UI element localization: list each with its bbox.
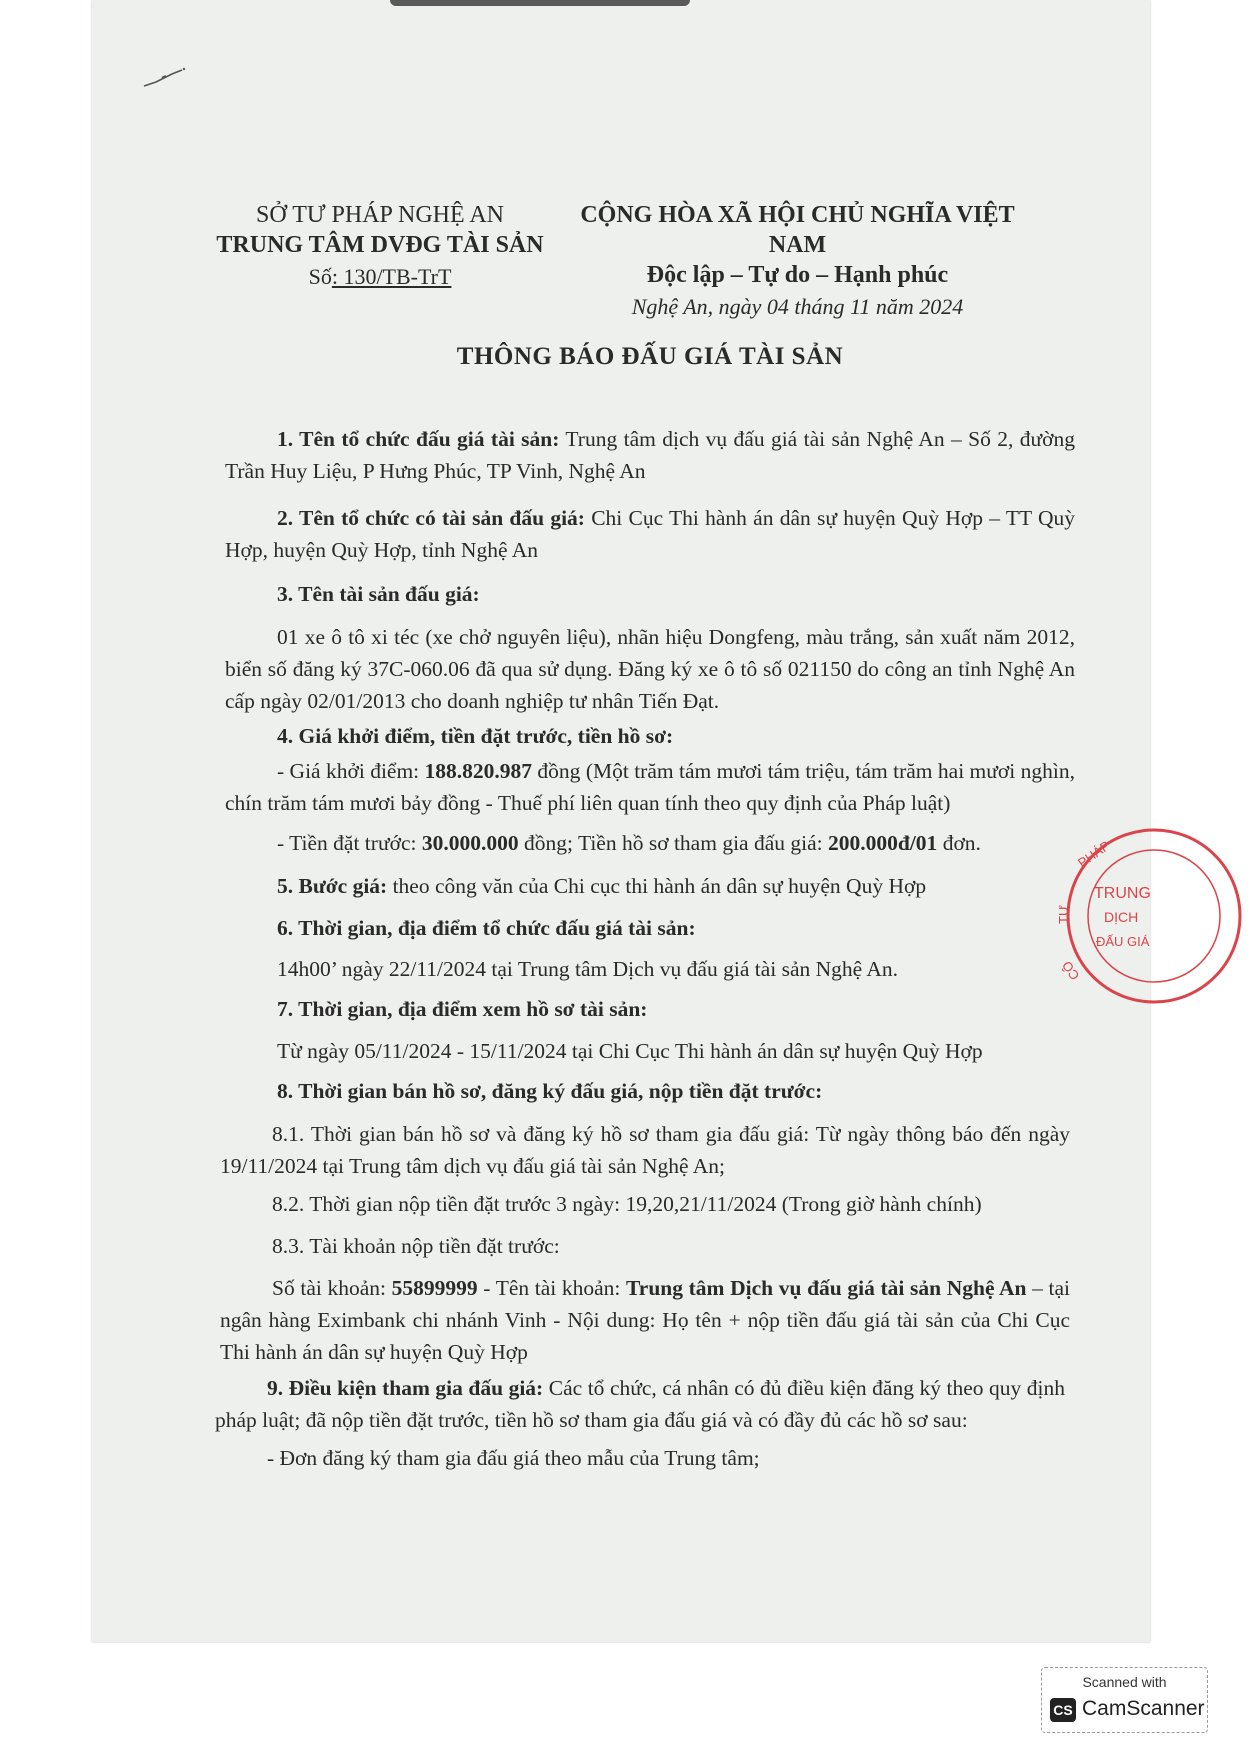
bank-account: Số tài khoản: 55899999 - Tên tài khoản: Trung tâm Dịch vụ đấu giá tài sản Nghệ An – tại ngân hàng Eximbank chi nhánh Vinh - Nội dung: Họ tên + nộp tiền đấu giá tài sản của Chi Cục Thi hành án dân sự huyện Quỳ Hợp — [220, 1276, 1070, 1364]
section-9-text: Các tổ chức, cá nhân có đủ điều kiện đăng ký theo quy định pháp luật; đã nộp tiền đặt trước, tiền hồ sơ tham gia đấu giá và có đầy đủ các hồ sơ sau: — [215, 1376, 1066, 1432]
official-seal — [1056, 826, 1151, 1006]
starting-price-value: 188.820.987 — [424, 759, 533, 783]
section-8-heading: 8. Thời gian bán hồ sơ, đăng ký đấu giá, nộp tiền đặt trước: — [277, 1079, 823, 1103]
seal-text-side: TƯ — [1056, 904, 1071, 924]
deposit-value: 30.000.000 — [421, 831, 519, 855]
section-6-heading: 6. Thời gian, địa điểm tổ chức đấu giá tài sản: — [277, 916, 696, 940]
section-9 — [215, 1372, 1065, 1436]
camscanner-name: CamScanner — [1082, 1697, 1205, 1720]
header-right — [555, 200, 1040, 322]
section-2-label: 2. Tên tổ chức có tài sản đấu giá: — [277, 506, 585, 530]
deposit-line: - Tiền đặt trước: 30.000.000 đồng; Tiền hồ sơ tham gia đấu giá: 200.000đ/01 đơn. — [277, 831, 981, 855]
account-name: Trung tâm Dịch vụ đấu giá tài sản Nghệ An — [626, 1276, 1027, 1300]
section-3-heading: 3. Tên tài sản đấu giá: — [277, 582, 480, 606]
section-1 — [225, 423, 1075, 487]
country-name: CỘNG HÒA XÃ HỘI CHỦ NGHĨA VIỆT NAM — [580, 202, 1015, 258]
section-6-text: 14h00’ ngày 22/11/2024 tại Trung tâm Dịch vụ đấu giá tài sản Nghệ An. — [277, 957, 899, 981]
seal-text-top: PHÁP — [1075, 837, 1113, 871]
issue-date: Nghệ An, ngày 04 tháng 11 năm 2024 — [631, 294, 964, 319]
section-5-label: 5. Bước giá: — [277, 874, 388, 898]
scanned-with-text: Scanned with — [1082, 1674, 1167, 1690]
starting-price: - Giá khởi điểm: 188.820.987 đồng (Một trăm tám mươi tám triệu, tám trăm hai mươi nghìn, chín trăm tám mươi bảy đồng - Thuế phí liên quan tính theo quy định của Pháp luật) — [225, 759, 1075, 815]
section-5-text: theo công văn của Chi cục thi hành án dân sự huyện Quỳ Hợp — [387, 874, 927, 898]
fee-value: 200.000đ/01 — [828, 831, 938, 855]
camscanner-logo-icon: CS — [1050, 1698, 1076, 1722]
seal-line-3: ĐẤU GIÁ — [1096, 934, 1150, 949]
account-number: 55899999 — [391, 1276, 478, 1300]
reference-number — [205, 262, 555, 292]
section-7-text: Từ ngày 05/11/2024 - 15/11/2024 tại Chi Cục Thi hành án dân sự huyện Quỳ Hợp — [277, 1039, 983, 1063]
section-2-text: Chi Cục Thi hành án dân sự huyện Quỳ Hợp – TT Quỳ Hợp, huyện Quỳ Hợp, tỉnh Nghệ An — [225, 506, 1075, 562]
ref-label: Số — [308, 264, 332, 289]
section-1-text: Trung tâm dịch vụ đấu giá tài sản Nghệ An – Số 2, đường Trần Huy Liệu, P Hưng Phúc, TP Vinh, Nghệ An — [225, 427, 1075, 483]
document-title: THÔNG BÁO ĐẤU GIÁ TÀI SẢN — [456, 343, 844, 370]
scan-edge — [390, 0, 690, 6]
seal-graphic — [1058, 826, 1258, 1006]
ref-value: : 130/TB-TrT — [331, 264, 452, 289]
agency-line-2: TRUNG TÂM DVĐG TÀI SẢN — [216, 232, 544, 258]
pen-mark — [142, 64, 188, 90]
section-9-bullet: - Đơn đăng ký tham gia đấu giá theo mẫu của Trung tâm; — [267, 1446, 760, 1470]
section-5 — [225, 870, 1075, 902]
section-9-label: 9. Điều kiện tham gia đấu giá: — [267, 1376, 544, 1400]
section-7-heading: 7. Thời gian, địa điểm xem hồ sơ tài sản: — [277, 997, 648, 1021]
header-left — [205, 200, 555, 292]
seal-text-bottom: CÔ — [1058, 958, 1083, 983]
section-1-label: 1. Tên tổ chức đấu giá tài sản: — [277, 427, 560, 451]
section-2 — [225, 502, 1075, 566]
seal-line-2: DỊCH — [1104, 909, 1139, 925]
camscanner-badge — [1041, 1667, 1208, 1733]
section-8-3: 8.3. Tài khoản nộp tiền đặt trước: — [272, 1234, 560, 1258]
section-8-2: 8.2. Thời gian nộp tiền đặt trước 3 ngày: 19,20,21/11/2024 (Trong giờ hành chính) — [272, 1192, 982, 1216]
section-8-1: 8.1. Thời gian bán hồ sơ và đăng ký hồ sơ tham gia đấu giá: Từ ngày thông báo đến ngày 19/11/2024 tại Trung tâm dịch vụ đấu giá tài sản Nghệ An; — [220, 1122, 1070, 1178]
seal-line-1: TRUNG — [1094, 885, 1151, 902]
section-3-text: 01 xe ô tô xi téc (xe chở nguyên liệu), nhãn hiệu Dongfeng, màu trắng, sản xuất năm 2012, biển số đăng ký 37C-060.06 đã qua sử dụng. Đăng ký xe ô tô số 021150 do công an tỉnh Nghệ An cấp ngày 02/01/2013 cho doanh nghiệp tư nhân Tiến Đạt. — [225, 625, 1075, 713]
agency-line-1: SỞ TƯ PHÁP NGHỆ AN — [256, 202, 504, 228]
motto: Độc lập – Tự do – Hạnh phúc — [646, 262, 949, 288]
section-4-heading: 4. Giá khởi điểm, tiền đặt trước, tiền hồ sơ: — [277, 724, 674, 748]
